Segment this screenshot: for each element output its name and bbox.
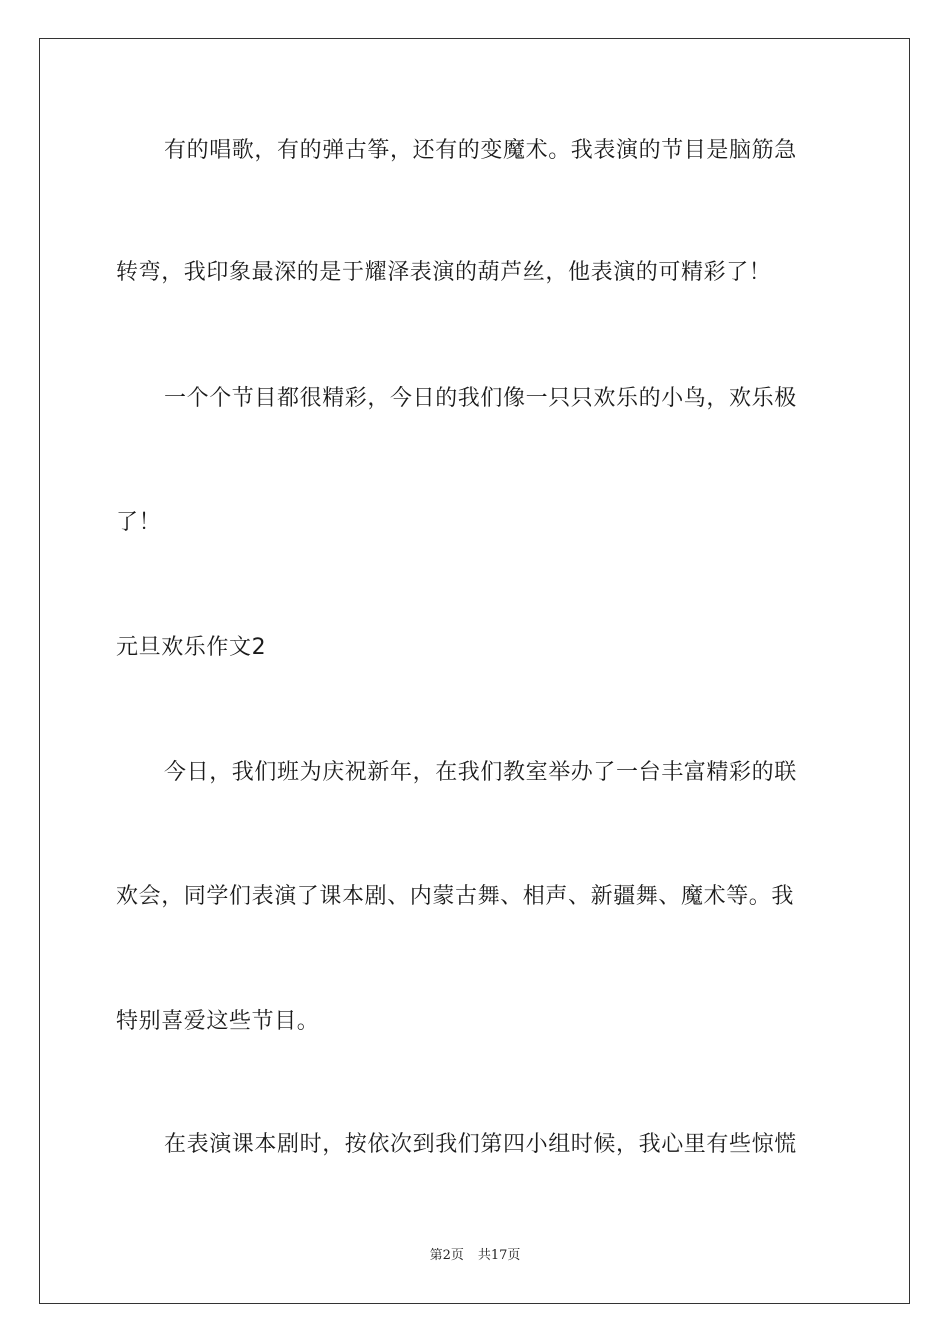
text-line: 特别喜爱这些节目。: [116, 1009, 320, 1034]
text-line: 转弯，我印象最深的是于耀泽表演的葫芦丝，他表演的可精彩了！: [116, 260, 772, 285]
text-line: 有的唱歌，有的弹古筝，还有的变魔术。我表演的节目是脑筋急: [164, 138, 797, 163]
page-number: 第2页: [429, 1248, 464, 1263]
text-line: 在表演课本剧时，按依次到我们第四小组时候，我心里有些惊慌: [164, 1132, 797, 1157]
page-frame: [39, 38, 910, 1304]
page-total: 共17页: [477, 1248, 521, 1263]
text-line: 了！: [116, 510, 162, 535]
page-footer: [0, 1247, 950, 1265]
text-line: 一个个节目都很精彩，今日的我们像一只只欢乐的小鸟，欢乐极: [164, 386, 797, 411]
section-heading: 元旦欢乐作文2: [116, 635, 267, 660]
text-line: 今日，我们班为庆祝新年，在我们教室举办了一台丰富精彩的联: [164, 760, 797, 785]
text-line: 欢会，同学们表演了课本剧、内蒙古舞、相声、新疆舞、魔术等。我: [116, 884, 795, 909]
